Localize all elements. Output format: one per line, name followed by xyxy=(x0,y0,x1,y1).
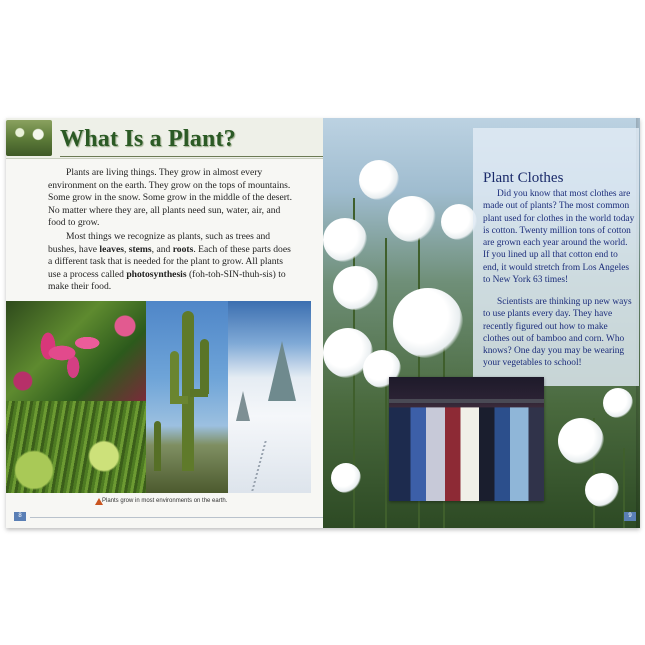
text-run: . Each of these parts does a different task that is needed for the plant to grow. All plants use a process called xyxy=(48,243,291,280)
title-divider xyxy=(60,156,323,157)
left-page xyxy=(6,118,323,528)
intro-paragraph: Plants are living things. They grow in almost every environment on the earth. They grow on the tops of mountains. Some grow in the snow. Some grow in the middle of the desert. No matter where they are, all plants need sun, water, air, and food to grow. xyxy=(48,167,292,229)
ferns-photo xyxy=(6,401,146,493)
footer-rule xyxy=(30,517,323,518)
page-title: What Is a Plant? xyxy=(60,126,236,152)
pink-lily-photo xyxy=(6,301,146,401)
cactus-arm xyxy=(170,351,179,401)
text-run: (foh-toh-SIN-thuh-sis) to make their food. xyxy=(48,268,286,293)
sidebar-heading: Plant Clothes xyxy=(483,170,564,186)
small-cactus xyxy=(154,421,161,471)
text-run: Most things we recognize as plants, such as trees and bushes, have xyxy=(48,231,271,255)
cotton-grass-puff xyxy=(388,196,436,242)
new-uses-paragraph: Scientists are thinking up new ways to use plants every day. They have recently figured out how to make clothes out of bamboo and corn. Who knows? One day you may be wearing your vegetables to school! xyxy=(483,297,632,369)
term-photosynthesis: photosynthesis xyxy=(126,268,187,280)
cotton-grass-puff xyxy=(603,388,633,418)
cactus-arm xyxy=(190,389,208,397)
term-leaves: leaves xyxy=(99,243,124,255)
snowy-pine-tree xyxy=(236,391,250,421)
saguaro-cactus-photo xyxy=(146,301,228,493)
page-number-left: 8 xyxy=(14,512,26,521)
page-number-right: 9 xyxy=(624,512,636,521)
cotton-grass-puff xyxy=(323,218,367,262)
snow-footprints xyxy=(251,441,296,491)
cactus-arm xyxy=(200,339,209,394)
cactus-arm xyxy=(170,396,188,404)
hanger-rail xyxy=(389,399,544,403)
cotton-grass-puff xyxy=(558,418,604,464)
book-spread xyxy=(6,118,640,528)
text-run: , xyxy=(123,243,129,255)
environment-photo-collage xyxy=(6,301,311,493)
cotton-grass-puff xyxy=(441,204,477,240)
cotton-grass-puff xyxy=(585,473,619,507)
plant-parts-paragraph xyxy=(48,231,296,294)
term-roots: roots xyxy=(172,243,194,255)
photo-caption: Plants grow in most environments on the earth. xyxy=(102,498,228,504)
snowy-mountain-photo xyxy=(228,301,311,493)
cotton-grass-puff xyxy=(393,288,463,358)
cotton-grass-puff xyxy=(359,160,399,200)
water-lily-thumbnail xyxy=(6,120,52,156)
cotton-paragraph: Did you know that most clothes are made out of plants? The most common plant used for clothes in the world today is cotton. Twenty million tons of cotton are grown each year around the world. If you lined up all that cotton end to end, it would stretch from Los Angeles to New York 63 times! xyxy=(483,189,635,286)
clothes-rack-photo xyxy=(389,377,544,501)
cotton-grass-puff xyxy=(333,266,379,310)
term-stems: stems xyxy=(128,243,152,255)
cotton-grass-puff xyxy=(331,463,361,493)
text-run: , and xyxy=(151,243,173,255)
snowy-pine-tree xyxy=(268,341,296,401)
right-page xyxy=(323,118,640,528)
